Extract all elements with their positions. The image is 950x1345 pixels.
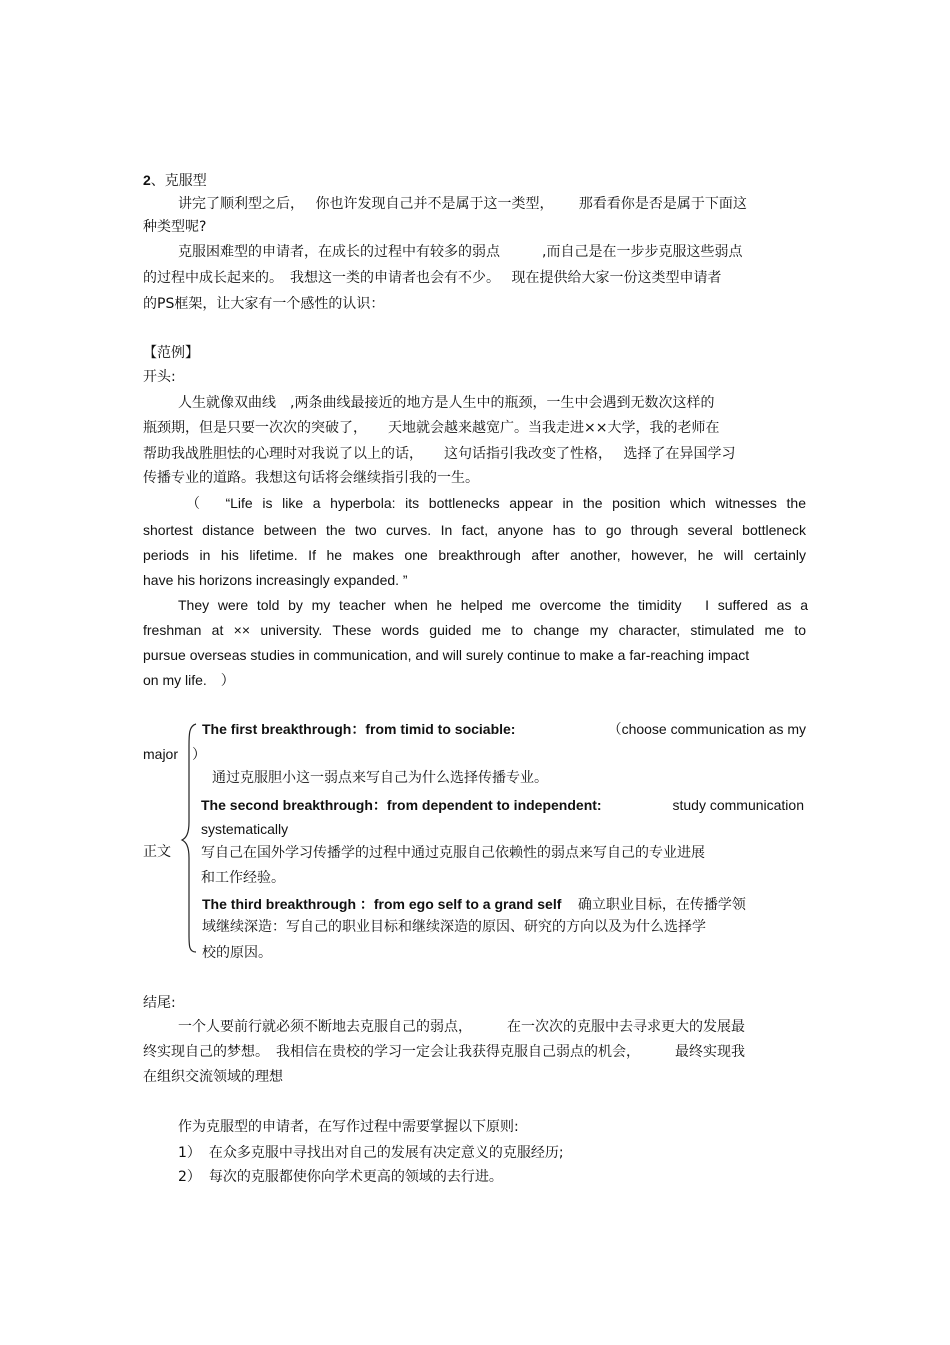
opening-label: 开头: xyxy=(143,369,176,385)
opening-en-line-1: （ “Life is like a hyperbola: its bottlenecks appear in the position which witnesses the xyxy=(186,495,806,511)
opening-en-line-8: on my life. ） xyxy=(143,672,235,688)
section-title-text: 、克服型 xyxy=(150,173,207,189)
breakthrough-2-subject-cont: systematically xyxy=(201,821,289,837)
breakthrough-2-desc-line-1: 写自己在国外学习传播学的过程中通过克服自己依赖性的弱点来写自己的专业进展 xyxy=(201,845,705,861)
principle-item-1-text: 在众多克服中寻找出对自己的发展有决定意义的克服经历; xyxy=(208,1145,564,1161)
breakthrough-2-desc-line-2: 和工作经验。 xyxy=(201,870,285,886)
breakthrough-1-subject-cont: major ） xyxy=(143,746,207,762)
section-title xyxy=(143,170,207,191)
breakthrough-2-title: The second breakthrough：from dependent to independent: xyxy=(201,797,602,813)
breakthrough-2-header xyxy=(201,795,804,815)
breakthrough-1-subject: （choose communication as my xyxy=(607,721,806,737)
opening-en-line-2: shortest distance between the two curves. In fact, anyone has to go through several bottleneck xyxy=(143,522,806,538)
breakthrough-1-desc: 通过克服胆小这一弱点来写自己为什么选择传播专业。 xyxy=(212,770,548,786)
breakthrough-1-title: The first breakthrough：from timid to sociable: xyxy=(202,721,516,737)
breakthrough-3-title: The third breakthrough ：from ego self to a grand self xyxy=(202,896,562,912)
opening-zh-line-4: 传播专业的道路。我想这句话将会继续指引我的一生。 xyxy=(143,470,479,486)
intro-line-1: 讲完了顺利型之后， 你也许发现自己并不是属于这一类型， 那看看你是否是属于下面这 xyxy=(178,196,747,212)
ending-line-3: 在组织交流领域的理想 xyxy=(143,1069,283,1085)
breakthrough-3-subject: 确立职业目标，在传播学领 xyxy=(577,897,746,913)
principle-item-2-text: 每次的克服都使你向学术更高的领域的去行进。 xyxy=(208,1169,503,1185)
section-title-number: 2 xyxy=(143,172,151,188)
breakthrough-2-subject: study communication xyxy=(672,797,804,813)
opening-zh-line-1: 人生就像双曲线 ,两条曲线最接近的地方是人生中的瓶颈，一生中会遇到无数次这样的 xyxy=(178,395,715,411)
opening-zh-line-3: 帮助我战胜胆怯的心理时对我说了以上的话， 这句话指引我改变了性格， 选择了在异国学习 xyxy=(143,446,736,462)
intro-line-3: 克服困难型的申请者，在成长的过程中有较多的弱点 ,而自己是在一步步克服这些弱点 xyxy=(178,244,743,260)
opening-en-line-6: freshman at ×× university. These words guided me to change my character, stimulated me to xyxy=(143,622,806,638)
ending-line-1: 一个人要前行就必须不断地去克服自己的弱点， 在一次次的克服中去寻求更大的发展最 xyxy=(178,1019,745,1035)
opening-en-line-3: periods in his lifetime. If he makes one breakthrough after another, however, he will certainly xyxy=(143,547,806,563)
breakthrough-3-desc-line-2: 校的原因。 xyxy=(202,945,272,961)
ending-line-2: 终实现自己的梦想。 我相信在贵校的学习一定会让我获得克服自己弱点的机会， 最终实现我 xyxy=(143,1044,745,1060)
principle-item-2 xyxy=(178,1167,503,1187)
principle-item-1 xyxy=(178,1143,564,1163)
intro-line-2: 种类型呢? xyxy=(143,219,207,235)
opening-zh-line-2: 瓶颈期，但是只要一次次的突破了， 天地就会越来越宽广。当我走进××大学，我的老师在 xyxy=(143,420,720,436)
intro-line-5: 的PS框架，让大家有一个感性的认识： xyxy=(143,296,385,312)
principle-item-2-number: 2） xyxy=(178,1169,201,1185)
opening-en-line-7: pursue overseas studies in communication, and will surely continue to make a far-reaching impact xyxy=(143,647,750,663)
ending-label: 结尾: xyxy=(143,995,176,1011)
principles-intro: 作为克服型的申请者，在写作过程中需要掌握以下原则: xyxy=(178,1119,519,1135)
breakthrough-3-header xyxy=(202,894,746,915)
opening-en-line-4: have his horizons increasingly expanded. ” xyxy=(143,572,408,588)
breakthrough-1-header xyxy=(202,719,806,739)
body-label: 正文 xyxy=(143,844,171,860)
example-label: 【范例】 xyxy=(143,345,199,361)
opening-en-line-5: They were told by my teacher when he helped me overcome the timidity I suffered as a xyxy=(178,597,808,613)
principle-item-1-number: 1） xyxy=(178,1145,201,1161)
intro-line-4: 的过程中成长起来的。 我想这一类的申请者也会有不少。 现在提供给大家一份这类型申请者 xyxy=(143,270,722,286)
breakthrough-3-desc-line-1: 域继续深造：写自己的职业目标和继续深造的原因、研究的方向以及为什么选择学 xyxy=(202,919,706,935)
